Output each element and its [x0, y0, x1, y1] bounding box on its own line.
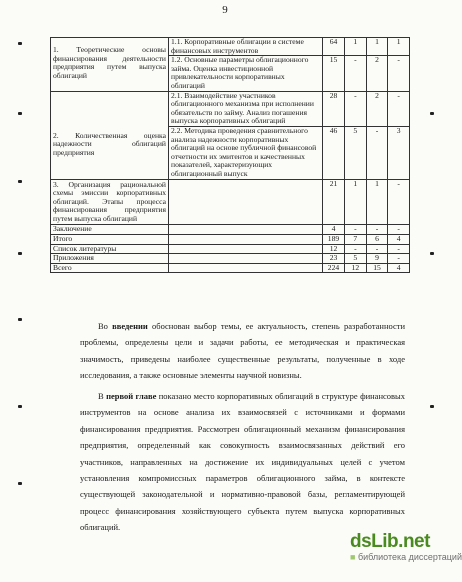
subsection — [169, 179, 323, 225]
cell-value: - — [345, 244, 367, 254]
cell-value: 12 — [345, 263, 367, 273]
binding-mark — [18, 42, 22, 45]
cell-value: - — [388, 225, 410, 235]
chapter-one-keyword: первой главе — [106, 391, 157, 401]
cell-value: 12 — [323, 244, 345, 254]
cell-value: - — [388, 244, 410, 254]
cell-value: 9 — [366, 254, 388, 264]
cell-value: 15 — [323, 56, 345, 91]
row-label: Всего — [51, 263, 169, 273]
binding-mark — [430, 405, 434, 408]
binding-mark — [18, 180, 22, 183]
cell-value: 64 — [323, 38, 345, 56]
subsection: 2.2. Методика проведения сравнительного анализа надежности корпоративных облигаций на основе публичной финансовой отчетности их эмитентов и качественных показателей, характеризующих облигационный выпуск — [169, 126, 323, 179]
cell-value: 5 — [345, 254, 367, 264]
intro-paragraph: Во введении обоснован выбор темы, ее актуальность, степень разработанности проблемы, определены цели и задачи работы, ее методическая и практическая значимость, приведены наиболее существенные результаты, полученные в ходе исследования, а также основные элементы научной новизны. — [80, 321, 406, 381]
binding-mark — [430, 252, 434, 255]
table-row — [51, 263, 410, 273]
cell-value: - — [366, 225, 388, 235]
table-row — [51, 235, 410, 245]
cell-value: 4 — [388, 263, 410, 273]
cell-value: - — [388, 254, 410, 264]
cell-value: 15 — [366, 263, 388, 273]
chapter-one-paragraph: В первой главе показано место корпоративных облигаций в структуре финансовых инструментов на основе анализа их взаимосвязей с источниками и формами финансирования предприятия. Рассмотрен облигационный механизм финансирования предприятия, определенный как совокупность взаимосвязанных действий его участников, направленных на достижение их индивидуальных целей с учетом установления компромиссных параметров облигационного займа, в контексте существующей законодательной и нормативно-правовой базы, регламентирующей процесс финансирования хозяйствующего субъекта путем выпуска корпоративных облигаций. — [80, 391, 405, 533]
row-label: Список литературы — [51, 244, 169, 254]
cell-value: 28 — [323, 91, 345, 126]
cell-value: 5 — [345, 126, 367, 179]
table-row — [51, 254, 410, 264]
subsection: 1.1. Корпоративные облигации в системе финансовых инструментов — [169, 38, 323, 56]
dslib-subtitle: ■ библиотека диссертаций — [350, 552, 462, 562]
cell-value: 2 — [366, 56, 388, 91]
cell-value: 3 — [388, 126, 410, 179]
binding-mark — [18, 405, 22, 408]
cell-value: - — [345, 56, 367, 91]
table-row — [51, 91, 410, 126]
cell-value: 1 — [345, 179, 367, 225]
row-label: Итого — [51, 235, 169, 245]
subsection: 2.1. Взаимодействие участников облигационного механизма при исполнении обязательств по займу. Анализ погашения выпуска корпоративных облигаций — [169, 91, 323, 126]
contents-table — [50, 37, 410, 273]
cell-value: - — [366, 244, 388, 254]
cell-value: 1 — [388, 38, 410, 56]
cell-value: - — [345, 225, 367, 235]
cell-value: - — [388, 91, 410, 126]
cell-value: - — [345, 91, 367, 126]
cell-value: 7 — [345, 235, 367, 245]
binding-mark — [430, 112, 434, 115]
binding-mark — [18, 252, 22, 255]
cell-value: 4 — [323, 225, 345, 235]
dslib-watermark — [350, 532, 462, 562]
dslib-logo — [350, 532, 462, 551]
cell-value: 6 — [366, 235, 388, 245]
row-label: Заключение — [51, 225, 169, 235]
table-row — [51, 38, 410, 56]
cell-value: - — [366, 126, 388, 179]
cell-value: 23 — [323, 254, 345, 264]
section-title: 2. Количественная оценка надежности облигаций предприятия — [51, 91, 169, 179]
section-title: 3. Организация рациональной схемы эмиссии корпоративных облигаций. Этапы процесса финансирования предприятия путем выпуска облигаций — [51, 179, 169, 225]
dslib-logo-text: dsLib.net — [350, 531, 430, 552]
cell-value: 1 — [345, 38, 367, 56]
cell-value: 1 — [366, 179, 388, 225]
binding-mark — [18, 482, 22, 485]
subsection: 1.2. Основные параметры облигационного займа. Оценка инвестиционной привлекательности корпоративных облигаций — [169, 56, 323, 91]
row-label: Приложения — [51, 254, 169, 264]
binding-mark — [18, 112, 22, 115]
cell-value: 46 — [323, 126, 345, 179]
binding-mark — [18, 318, 22, 321]
cell-value: 2 — [366, 91, 388, 126]
cell-value: - — [388, 179, 410, 225]
cell-value: 1 — [366, 38, 388, 56]
table-row — [51, 179, 410, 225]
cell-value: - — [388, 56, 410, 91]
intro-keyword: введении — [112, 321, 148, 331]
cell-value: 21 — [323, 179, 345, 225]
page-number: 9 — [222, 4, 228, 16]
cell-value: 189 — [323, 235, 345, 245]
cell-value: 4 — [388, 235, 410, 245]
section-title: 1. Теоретические основы финансирования деятельности предприятия путем выпуска облигаций — [51, 38, 169, 92]
cell-value: 224 — [323, 263, 345, 273]
